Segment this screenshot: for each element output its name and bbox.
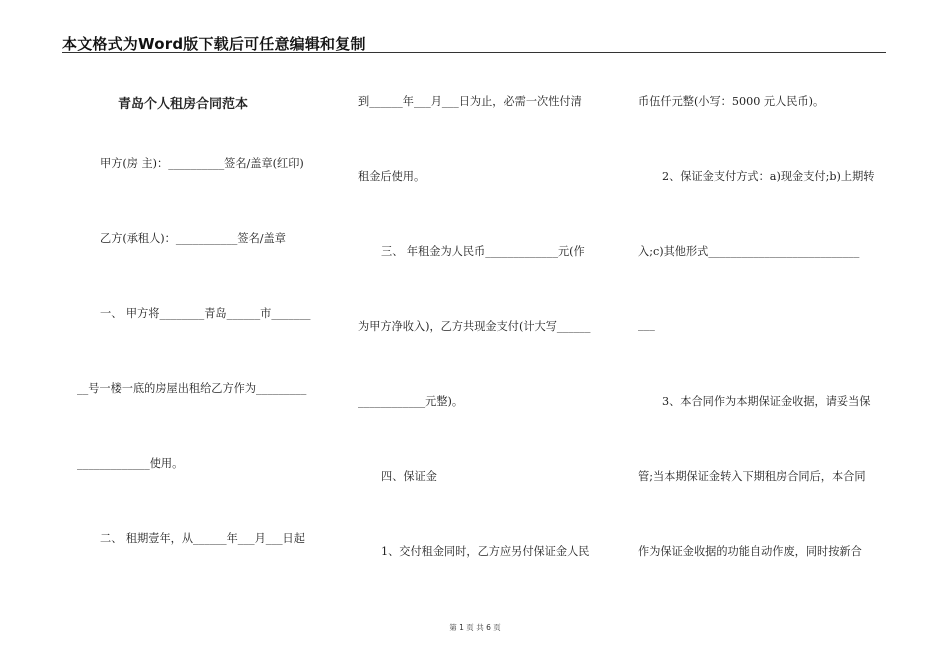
- document-title: 青岛个人租房合同范本: [118, 97, 249, 112]
- paragraph-line: ___: [638, 318, 655, 331]
- paragraph-line: 三、 年租金为人民币_____________元(作: [381, 245, 585, 258]
- paragraph-line: 二、 租期壹年，从______年___月___日起: [100, 532, 305, 545]
- paragraph-line: 乙方(承租人)：___________签名/盖章: [100, 232, 286, 245]
- paragraph-line: 2、保证金支付方式：a)现金支付;b)上期转: [662, 170, 875, 183]
- paragraph-line: __号一楼一底的房屋出租给乙方作为_________: [77, 382, 307, 395]
- paragraph-line: 甲方(房 主)：__________签名/盖章(红印): [100, 157, 304, 170]
- paragraph-line: 作为保证金收据的功能自动作废，同时按新合: [638, 545, 862, 558]
- paragraph-line: 为甲方净收入)，乙方共现金支付(计大写______: [358, 320, 591, 333]
- paragraph-line: ____________元整)。: [358, 395, 464, 408]
- section-heading: 四、保证金: [381, 470, 437, 483]
- paragraph-line: 到______年___月___日为止，必需一次性付清: [358, 95, 582, 108]
- page-number: 第 1 页 共 6 页: [449, 623, 501, 632]
- paragraph-line: 1、交付租金同时，乙方应另付保证金人民: [381, 545, 590, 558]
- paragraph-line: 币伍仟元整(小写：5000 元人民币)。: [638, 95, 825, 108]
- paragraph-line: _____________使用。: [77, 457, 184, 470]
- paragraph-line: 3、本合同作为本期保证金收据，请妥当保: [662, 395, 871, 408]
- paragraph-line: 租金后使用。: [358, 170, 426, 183]
- paragraph-line: 一、 甲方将________青岛______市_______: [100, 307, 311, 320]
- paragraph-line: 管;当本期保证金转入下期租房合同后，本合同: [638, 470, 866, 483]
- download-banner: 本文格式为Word版下载后可任意编辑和复制: [62, 35, 366, 53]
- paragraph-line: 入;c)其他形式___________________________: [638, 245, 860, 258]
